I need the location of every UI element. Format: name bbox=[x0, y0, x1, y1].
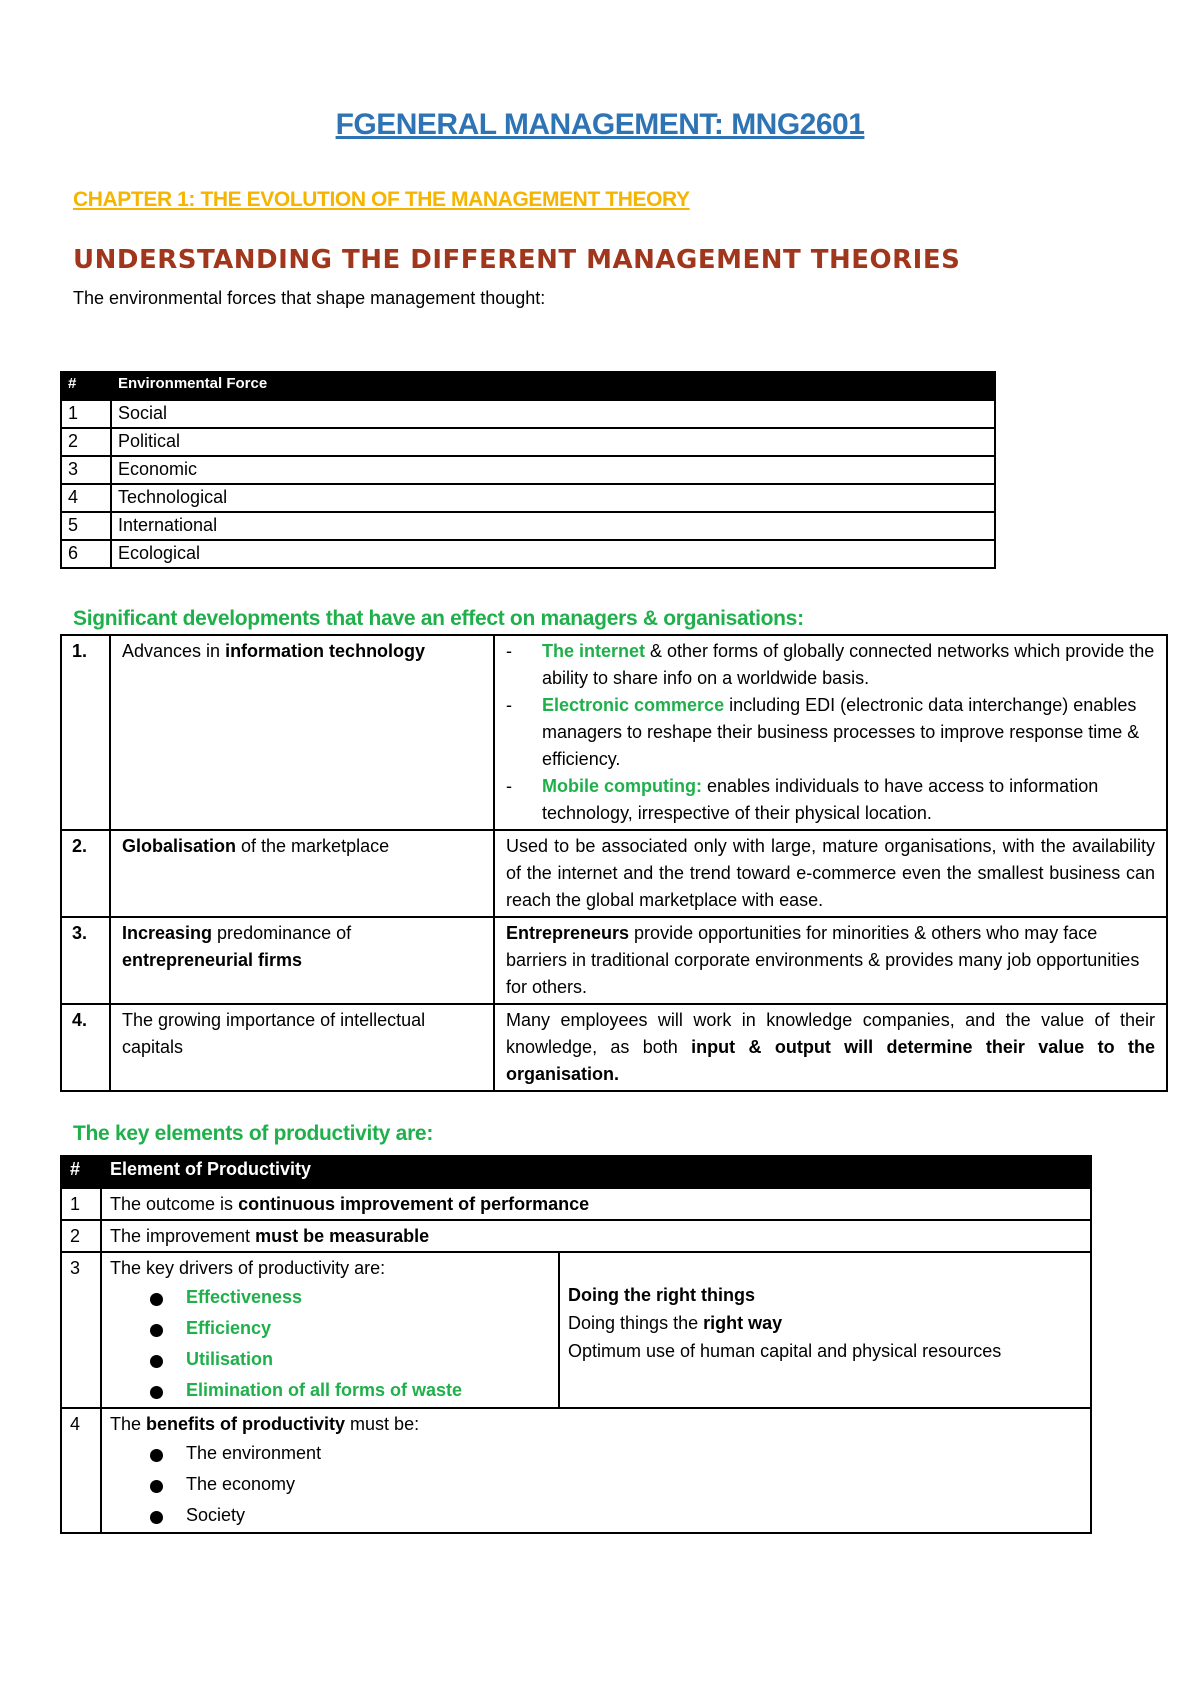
row-number: 6 bbox=[61, 540, 111, 568]
force-cell: Technological bbox=[111, 484, 995, 512]
list-item bbox=[506, 638, 1155, 692]
element-bold: must be measurable bbox=[255, 1226, 430, 1246]
topic-cell bbox=[110, 917, 494, 1004]
force-cell: Political bbox=[111, 428, 995, 456]
list-item bbox=[506, 692, 1155, 773]
list-item: The economy bbox=[110, 1469, 1082, 1500]
drivers-list bbox=[110, 1282, 550, 1406]
table-row bbox=[61, 456, 995, 484]
highlight-term: The internet bbox=[542, 641, 646, 661]
topic-text: Advances in bbox=[122, 641, 226, 661]
description-cell bbox=[494, 635, 1167, 830]
chapter-title: CHAPTER 1: THE EVOLUTION OF THE MANAGEMENT THEORY bbox=[73, 188, 690, 211]
description-bold: input & output will determine their value to the organisation. bbox=[506, 1037, 1155, 1084]
highlight-term: Electronic commerce bbox=[542, 695, 725, 715]
element-cell bbox=[101, 1188, 1091, 1220]
row-number: 3 bbox=[61, 456, 111, 484]
table-row bbox=[61, 1220, 1091, 1252]
topic-bold: information technology bbox=[225, 641, 426, 661]
drivers-lead: The key drivers of productivity are: bbox=[110, 1258, 386, 1278]
meaning-bold: Doing the right things bbox=[568, 1285, 755, 1305]
element-bold: continuous improvement of performance bbox=[238, 1194, 590, 1214]
environmental-forces-table bbox=[60, 371, 996, 569]
description-text: provide opportunities for minorities & others who may face barriers in traditional corporate environments & provides many job opportunities for others. bbox=[506, 923, 1140, 997]
description-text: Many employees will work in knowledge companies, and the value of their knowledge, as both bbox=[506, 1010, 1155, 1057]
force-cell: Ecological bbox=[111, 540, 995, 568]
meaning-line bbox=[568, 1309, 1082, 1337]
item-text: including EDI (electronic data interchange) enables managers to reshape their business processes to improve response time & efficiency. bbox=[542, 695, 1140, 769]
benefits-bold: benefits of productivity bbox=[146, 1414, 346, 1434]
meaning-bold: right way bbox=[703, 1313, 783, 1333]
force-cell: Social bbox=[111, 400, 995, 428]
header-number: # bbox=[61, 372, 111, 400]
topic-cell: The growing importance of intellectual capitals bbox=[110, 1004, 494, 1091]
table-row bbox=[61, 400, 995, 428]
productivity-heading: The key elements of productivity are: bbox=[73, 1122, 434, 1145]
table-row bbox=[61, 540, 995, 568]
topic-text: of the marketplace bbox=[236, 836, 390, 856]
meaning-line bbox=[568, 1281, 1082, 1309]
row-number: 2. bbox=[61, 830, 110, 917]
force-cell: Economic bbox=[111, 456, 995, 484]
list-item: Effectiveness bbox=[110, 1282, 550, 1313]
row-number: 3 bbox=[61, 1252, 101, 1408]
row-number: 4. bbox=[61, 1004, 110, 1091]
developments-heading: Significant developments that have an effect on managers & organisations: bbox=[73, 607, 804, 630]
table-row bbox=[61, 428, 995, 456]
table-row bbox=[61, 917, 1167, 1004]
benefits-list bbox=[110, 1438, 1082, 1531]
driver-meanings-cell bbox=[559, 1252, 1091, 1408]
table-row bbox=[61, 1188, 1091, 1220]
topic-bold: entrepreneurial firms bbox=[122, 950, 303, 970]
topic-cell bbox=[110, 830, 494, 917]
intro-text: The environmental forces that shape management thought: bbox=[73, 288, 546, 308]
item-text: enables individuals to have access to information technology, irrespective of their physical location. bbox=[542, 776, 1099, 823]
list-item: Utilisation bbox=[110, 1344, 550, 1375]
table-row bbox=[61, 484, 995, 512]
productivity-table bbox=[60, 1155, 1092, 1534]
topic-cell bbox=[110, 635, 494, 830]
table-row bbox=[61, 1408, 1091, 1533]
description-cell bbox=[494, 917, 1167, 1004]
row-number: 4 bbox=[61, 1408, 101, 1533]
list-item: The environment bbox=[110, 1438, 1082, 1469]
section-heading: UNDERSTANDING THE DIFFERENT MANAGEMENT THEORIES bbox=[73, 245, 961, 275]
topic-bold: Globalisation bbox=[122, 836, 237, 856]
topic-bold: Increasing bbox=[122, 923, 213, 943]
table-row bbox=[61, 635, 1167, 830]
description-bold: Entrepreneurs bbox=[506, 923, 630, 943]
force-cell: International bbox=[111, 512, 995, 540]
table-row bbox=[61, 830, 1167, 917]
row-number: 5 bbox=[61, 512, 111, 540]
list-item: Society bbox=[110, 1500, 1082, 1531]
meaning-line: Optimum use of human capital and physical resources bbox=[568, 1341, 1002, 1361]
row-number: 2 bbox=[61, 428, 111, 456]
element-cell bbox=[101, 1220, 1091, 1252]
row-number: 1. bbox=[61, 635, 110, 830]
benefits-cell bbox=[101, 1408, 1091, 1533]
header-element: Element of Productivity bbox=[101, 1156, 1091, 1188]
element-text: The improvement bbox=[110, 1226, 256, 1246]
list-item bbox=[506, 773, 1155, 827]
header-environmental-force: Environmental Force bbox=[111, 372, 995, 400]
list-item: Efficiency bbox=[110, 1313, 550, 1344]
document-title: FGENERAL MANAGEMENT: MNG2601 bbox=[335, 108, 865, 141]
highlight-term: Mobile computing: bbox=[542, 776, 702, 796]
benefits-lead bbox=[110, 1410, 1082, 1438]
row-number: 2 bbox=[61, 1220, 101, 1252]
list-item: Elimination of all forms of waste bbox=[110, 1375, 550, 1406]
table-row bbox=[61, 512, 995, 540]
table-row bbox=[61, 1252, 1091, 1408]
description-cell: Used to be associated only with large, mature organisations, with the availability of the internet and the trend toward e-commerce even the smallest business can reach the global marketplace with ease. bbox=[494, 830, 1167, 917]
benefits-text: must be: bbox=[345, 1414, 420, 1434]
row-number: 4 bbox=[61, 484, 111, 512]
row-number: 3. bbox=[61, 917, 110, 1004]
table-header-row bbox=[61, 372, 995, 400]
item-text: & other forms of globally connected networks which provide the ability to share info on a worldwide basis. bbox=[542, 641, 1155, 688]
row-number: 1 bbox=[61, 1188, 101, 1220]
developments-table bbox=[60, 634, 1168, 1092]
topic-text: predominance of bbox=[212, 923, 352, 943]
dash-list bbox=[506, 638, 1155, 827]
element-text: The outcome is bbox=[110, 1194, 239, 1214]
table-header-row bbox=[61, 1156, 1091, 1188]
row-number: 1 bbox=[61, 400, 111, 428]
description-cell bbox=[494, 1004, 1167, 1091]
table-row bbox=[61, 1004, 1167, 1091]
header-number: # bbox=[61, 1156, 101, 1188]
drivers-cell bbox=[101, 1252, 559, 1408]
benefits-text: The bbox=[110, 1414, 147, 1434]
meaning-text: Doing things the bbox=[568, 1313, 704, 1333]
